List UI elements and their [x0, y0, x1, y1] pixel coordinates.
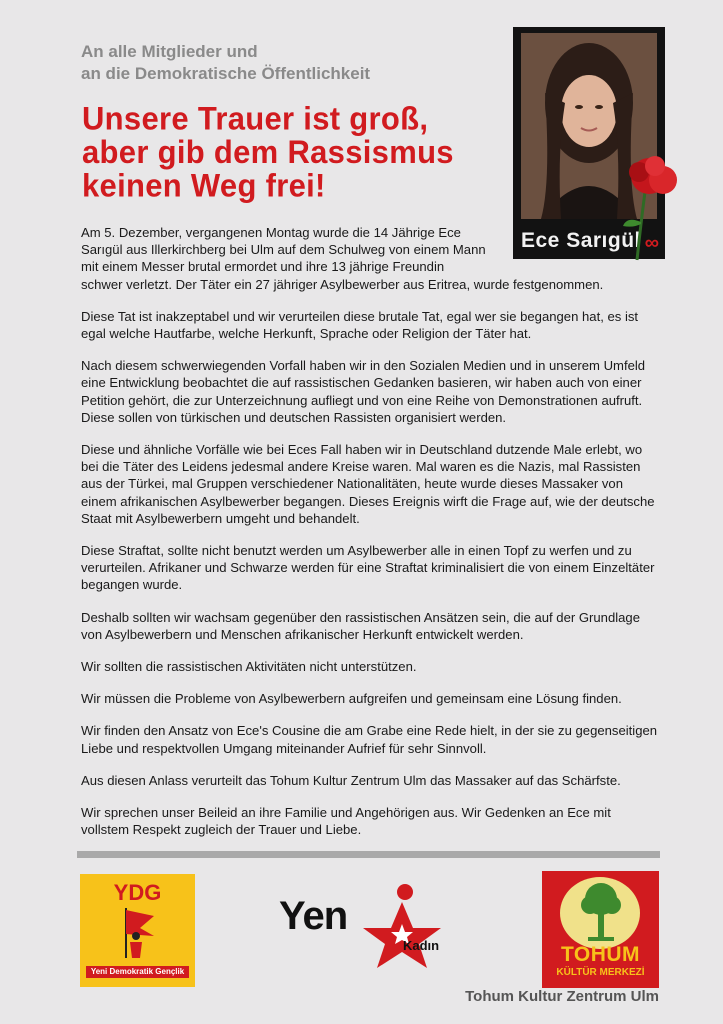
ydg-logo-caption: Yeni Demokratik Gençlik [86, 966, 189, 978]
paragraph-10: Aus diesen Anlass verurteilt das Tohum Kultur Zentrum Ulm das Massaker auf das Schärfste. [81, 772, 621, 788]
tohum-logo-title: TOHUM [560, 943, 641, 966]
paragraph-9: Wir finden den Ansatz von Ece's Cousine die am Grabe eine Rede hielt, in der sie zu gegenseitigen Liebe und respektvollen Umgang miteinander Aufrief für sehr Sinnvoll. [81, 723, 658, 756]
headline-line-3: keinen Weg frei! [82, 167, 326, 204]
ydg-logo [80, 874, 195, 987]
addressee-line-1: An alle Mitglieder und [81, 42, 258, 61]
paragraph-1: Am 5. Dezember, vergangenen Montag wurde die 14 Jährige Ece Sarıgül aus Illerkirchberg bei Ulm auf dem Schulweg von einem Mann mit einem Messer brutal ermordet und ihre 13 jährige Freundin [81, 225, 486, 275]
ydg-logo-title: YDG [113, 880, 162, 905]
tree-icon [578, 881, 624, 943]
headline-line-1: Unsere Trauer ist groß, [82, 99, 429, 137]
paragraph-7: Wir sollten die rassistischen Aktivitäten nicht unterstützen. [81, 659, 417, 675]
paragraph-3: Nach diesem schwerwiegenden Vorfall haben wir in den Sozialen Medien und in unserem Umfeld eine Entwicklung beobachtet die auf rassistischen Gedanken basieren, wir haben auch von einer Petition gehört, die zur Unterzeichnung aufliegt und von eine Reihe von Demonstrationen aufruft. Diese sollen von türkischen und deutschen Rassisten organisiert werden. [81, 358, 646, 425]
addressee-line-2: an die Demokratische Öffentlichkeit [81, 64, 371, 83]
paragraph-5: Diese Straftat, sollte nicht benutzt werden um Asylbewerber alle in einen Topf zu werfen und zu verurteilen. Afrikaner und Schwarze werden für eine Straftat kriminalisiert die von einem Einzeltäter begangen wurde. [81, 543, 655, 593]
kadin-logo-text: Kadın [403, 938, 440, 953]
paragraph-11: Wir sprechen unser Beileid an ihre Familie und Angehörigen aus. Wir Gedenken an Ece mit vollstem Respekt zugleich der Trauer und Liebe. [81, 805, 611, 838]
tohum-logo [542, 871, 659, 988]
headline-line-2: aber gib dem Rassismus [82, 133, 454, 171]
red-star-figure-icon [359, 882, 445, 968]
paragraph-1-continuation: schwer verletzt. Der Täter ein 27 jähriger Asylbewerber aus Eritrea, wurde festgenommen. [81, 276, 604, 292]
yeni-kadin-logo [279, 880, 459, 970]
paragraph-8: Wir müssen die Probleme von Asylbewerbern aufgreifen und gemeinsam eine Lösung finden. [81, 691, 622, 707]
flag-bearer-icon [110, 906, 166, 960]
paragraph-6: Deshalb sollten wir wachsam gegenüber den rassistischen Ansätzen sein, die auf der Grundlage von Asylbewerbern und Menschen afrikanischer Herkunft entwickelt werden. [81, 609, 640, 642]
yeni-logo-text: Yen [279, 894, 348, 938]
divider [77, 851, 660, 858]
footer-organization: Tohum Kultur Zentrum Ulm [465, 988, 659, 1005]
paragraph-2: Diese Tat ist inakzeptabel und wir verurteilen diese brutale Tat, egal wer sie begangen hat, es ist egal welche Hautfarbe, welche Herkunft, Sprache oder Religion der Täter hat. [81, 308, 639, 342]
paragraph-4: Diese und ähnliche Vorfälle wie bei Eces Fall haben wir in Deutschland dutzende Male erlebt, wo bei die Täter des Leidens jedesmal andere Kreise waren. Mal waren es die Nazis, mal Rassisten aus der Türkei, mal Gruppen verschiedener Nationalitäten, heute wurde dieses Massaker von einem afrikanischen Asylbewerber begangen. Dieses Ereignis wirft die Frage auf, wie der deutsche Staat mit Asylbewerbern umgeht und behandelt. [81, 442, 655, 526]
tohum-logo-subtitle: KÜLTÜR MERKEZİ [556, 967, 645, 978]
infinity-icon: ∞ [644, 232, 659, 254]
letter-body [81, 224, 661, 853]
addressee [81, 41, 370, 85]
photo-name-caption: Ece Sarıgül [521, 229, 641, 252]
headline [82, 99, 454, 204]
